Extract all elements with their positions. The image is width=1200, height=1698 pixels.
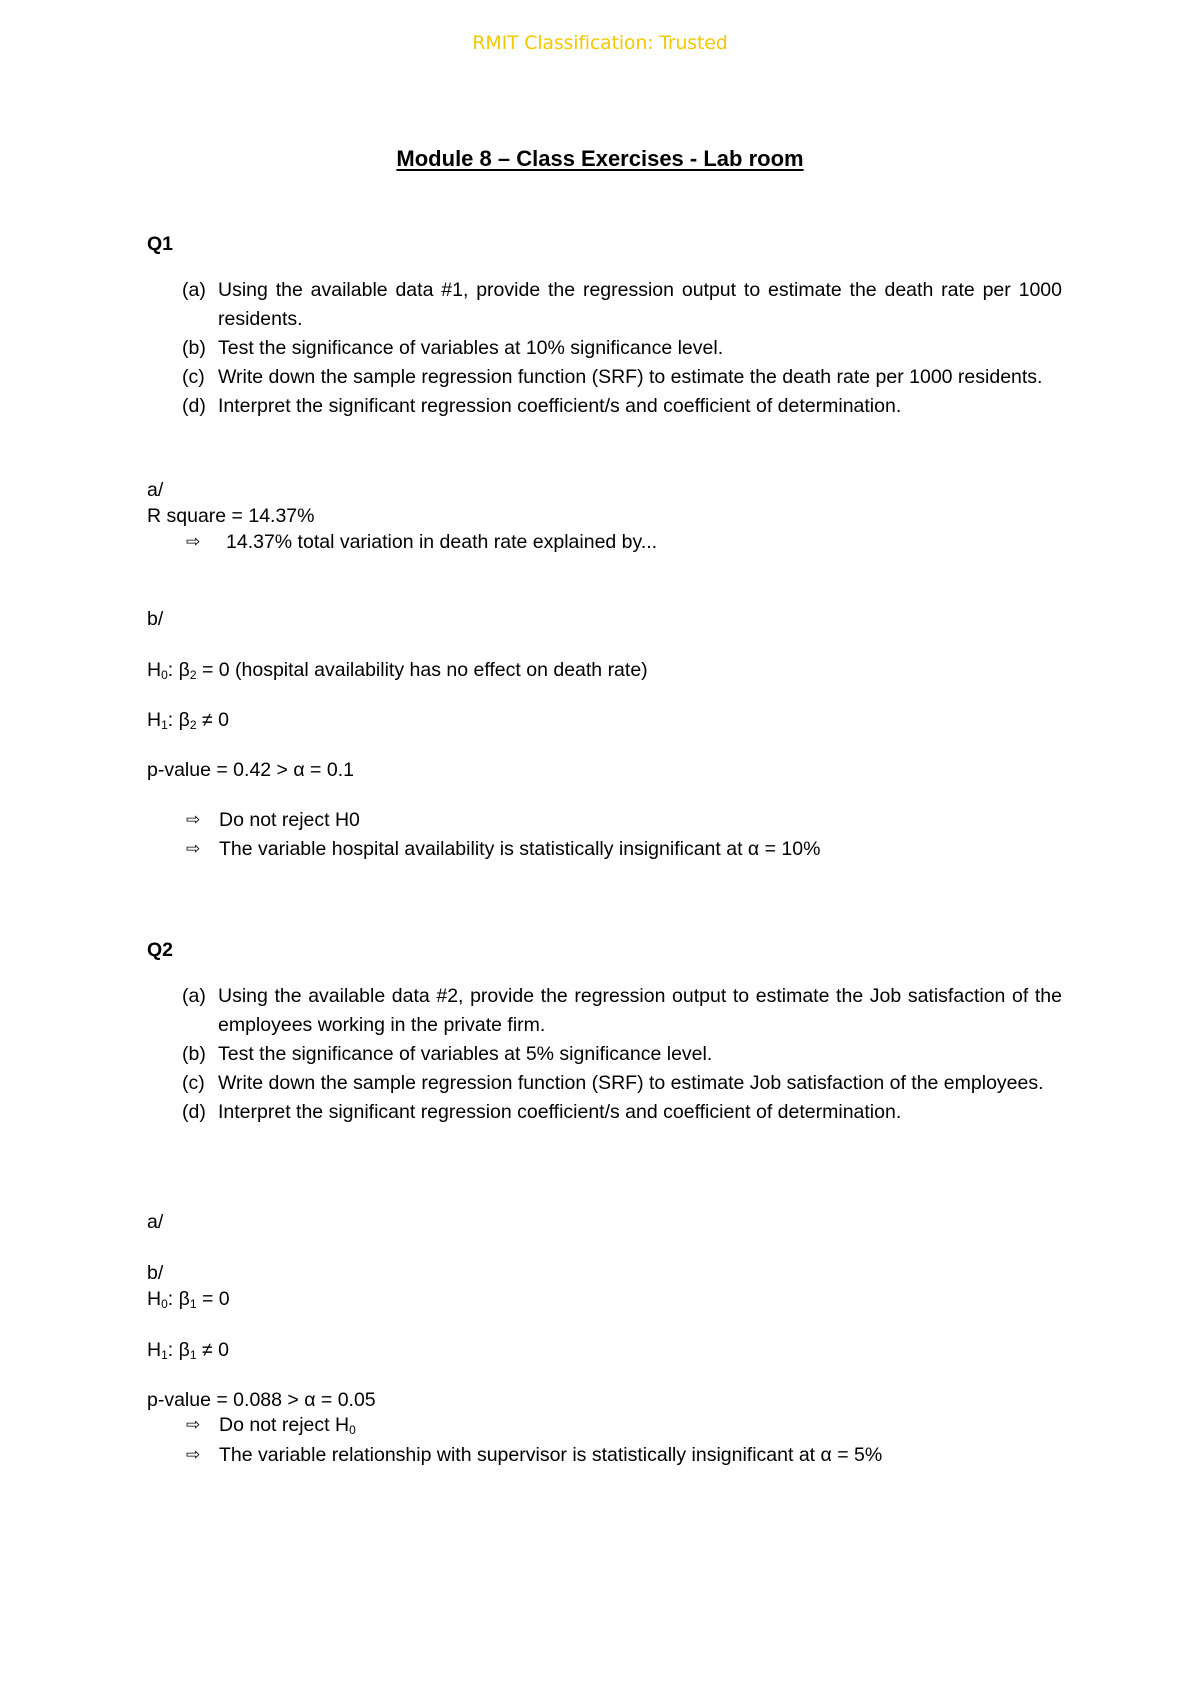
q2-item-label: (a) — [182, 985, 206, 1007]
q1-item-b — [182, 334, 1062, 363]
q1-item-d — [182, 392, 1062, 421]
arrow-right-icon: ⇨ — [186, 1415, 201, 1434]
bullet-text: 14.37% total variation in death rate explained by... — [226, 531, 658, 553]
bullet-text: The variable hospital availability is statistically insignificant at α = 10% — [219, 838, 821, 860]
q1-conclusion-bullet — [186, 808, 360, 832]
q2-item-text: Test the significance of variables at 5% significance level. — [218, 1043, 713, 1065]
classification-header: RMIT Classification: Trusted — [472, 32, 728, 54]
q2-h1: $H_1$: $\beta_1 \ne 0$ — [147, 1339, 229, 1362]
q2-item-d — [182, 1098, 1062, 1127]
q1-item-a — [182, 276, 1062, 334]
q2-item-text: Write down the sample regression function (SRF) to estimate Job satisfaction of the employees. — [218, 1072, 1044, 1094]
arrow-right-icon: ⇨ — [186, 1445, 201, 1464]
q1-item-label: (c) — [182, 366, 205, 388]
q2-question-list — [182, 982, 1062, 1127]
q1-h0: $H_0$: $\beta_2 = 0$ (hospital availability has no effect on death rate) — [147, 659, 648, 682]
q2-item-label: (d) — [182, 1101, 206, 1123]
arrow-right-icon: ⇨ — [186, 839, 201, 858]
q2-item-text: Interpret the significant regression coefficient/s and coefficient of determination. — [218, 1101, 902, 1123]
q1-answer-a-label: a/ — [147, 479, 164, 501]
q1-r-square-bullet — [186, 530, 657, 554]
q1-item-label: (d) — [182, 395, 206, 417]
q2-item-label: (b) — [182, 1043, 206, 1065]
q1-item-label: (a) — [182, 279, 206, 301]
q2-heading: Q2 — [147, 939, 174, 961]
q2-p-value: p-value = 0.088 > α = 0.05 — [147, 1389, 376, 1411]
q1-item-text: Using the available data #1, provide the regression output to estimate the death rate per 1000 residents. — [218, 279, 1062, 330]
q1-answer-b-label: b/ — [147, 608, 164, 630]
q1-item-c — [182, 363, 1062, 392]
q1-r-square: R square = 14.37% — [147, 505, 315, 527]
page-title: Module 8 – Class Exercises - Lab room — [396, 146, 804, 171]
q1-item-text: Interpret the significant regression coefficient/s and coefficient of determination. — [218, 395, 902, 417]
q1-item-label: (b) — [182, 337, 206, 359]
q1-conclusion-bullet — [186, 837, 820, 861]
q2-answer-b-label: b/ — [147, 1262, 164, 1284]
q2-answer-a-label: a/ — [147, 1211, 164, 1233]
bullet-text: Do not reject $H_0$ — [219, 1414, 356, 1437]
q2-h0: $H_0$: $\beta_1 = 0$ — [147, 1288, 230, 1311]
q1-heading: Q1 — [147, 233, 174, 255]
arrow-right-icon: ⇨ — [186, 532, 201, 551]
q2-item-b — [182, 1040, 1062, 1069]
bullet-text: The variable relationship with supervisor is statistically insignificant at α = 5% — [219, 1444, 883, 1466]
q1-p-value: p-value = 0.42 > α = 0.1 — [147, 759, 354, 781]
q2-item-text: Using the available data #2, provide the regression output to estimate the Job satisfaction of the employees working in the private firm. — [218, 985, 1062, 1036]
q1-h1: $H_1$: $\beta_2 \ne 0$ — [147, 709, 229, 732]
bullet-text: Do not reject H0 — [219, 809, 360, 831]
q1-item-text: Write down the sample regression function (SRF) to estimate the death rate per 1000 residents. — [218, 366, 1043, 388]
q2-item-a — [182, 982, 1062, 1040]
q2-conclusion-bullet — [186, 1413, 356, 1437]
q2-conclusion-bullet — [186, 1443, 882, 1467]
q1-question-list — [182, 276, 1062, 421]
arrow-right-icon: ⇨ — [186, 810, 201, 829]
q2-item-c — [182, 1069, 1062, 1098]
q2-item-label: (c) — [182, 1072, 205, 1094]
q1-item-text: Test the significance of variables at 10% significance level. — [218, 337, 724, 359]
